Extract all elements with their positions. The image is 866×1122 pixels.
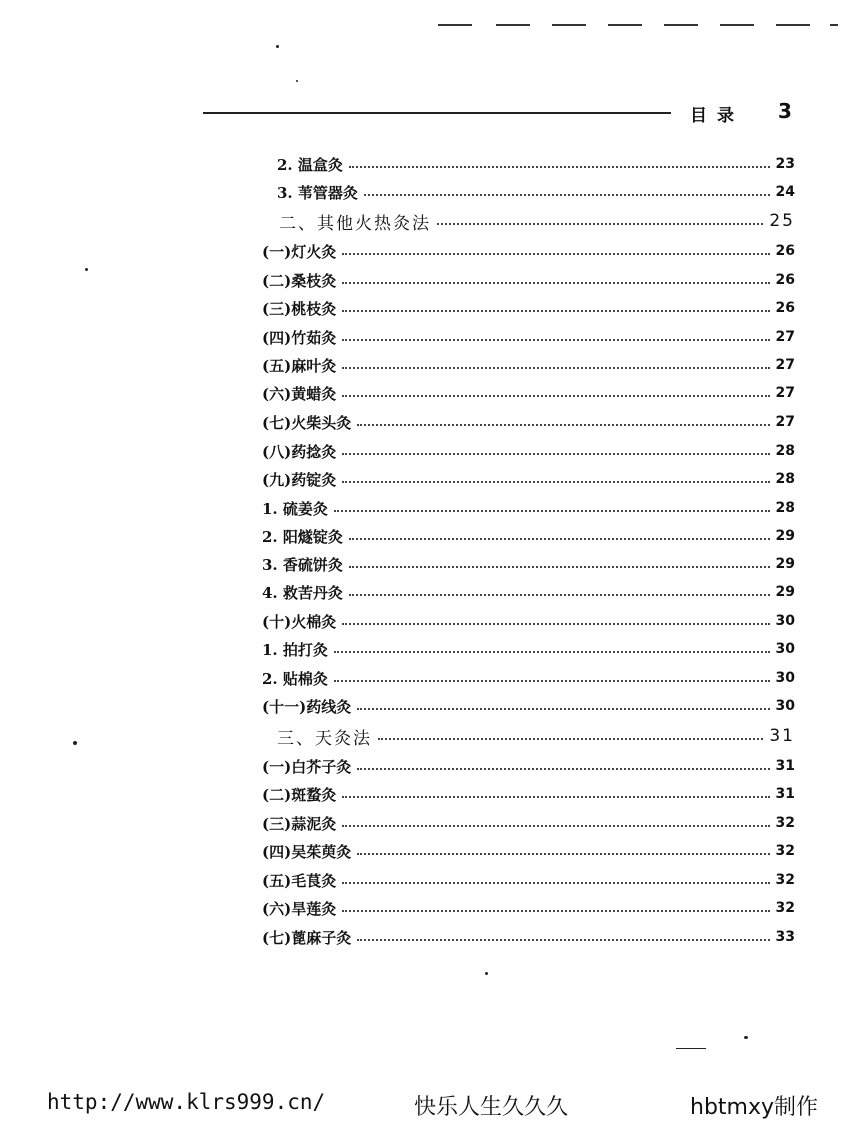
toc-entry-label: 1. 拍打灸	[262, 640, 328, 659]
leader-dots	[437, 223, 763, 225]
toc-entry-page: 33	[775, 929, 795, 945]
toc-entry-label: (五)毛茛灸	[262, 871, 337, 890]
leader-dots	[342, 481, 769, 483]
toc-entry-label: (三)桃枝灸	[262, 299, 337, 318]
scan-speck	[744, 1036, 748, 1039]
leader-dots	[357, 708, 769, 710]
leader-dots	[364, 194, 770, 196]
toc-entry[interactable]	[262, 868, 795, 892]
toc-entry-label: 2. 温盒灸	[277, 155, 343, 174]
toc-entry-label: (七)火柴头灸	[262, 413, 352, 432]
toc-entry[interactable]	[262, 268, 795, 292]
toc-entry[interactable]	[262, 381, 795, 405]
scan-speck	[676, 1048, 706, 1049]
toc-entry[interactable]	[262, 325, 795, 349]
toc-entry[interactable]	[262, 811, 795, 835]
toc-entry-page: 32	[775, 843, 795, 859]
toc-section-page: 25	[769, 211, 795, 231]
toc-entry-label: 2. 阳燧锭灸	[262, 527, 343, 546]
scan-speck	[296, 80, 298, 82]
toc-entry[interactable]	[262, 694, 795, 718]
toc-entry[interactable]	[277, 180, 795, 204]
toc-entry-page: 29	[775, 556, 795, 572]
toc-entry-label: (四)竹茹灸	[262, 328, 337, 347]
leader-dots	[342, 253, 769, 255]
toc-entry[interactable]	[262, 496, 795, 520]
toc-entry[interactable]	[262, 439, 795, 463]
toc-entry-page: 29	[775, 528, 795, 544]
page-number: 3	[778, 99, 792, 123]
toc-entry[interactable]	[262, 580, 795, 604]
page-title: 目录	[690, 106, 744, 126]
toc-entry-page: 28	[775, 500, 795, 516]
toc-entry[interactable]	[262, 782, 795, 806]
toc-entry-label: (五)麻叶灸	[262, 356, 337, 375]
toc-entry-page: 27	[775, 414, 795, 430]
toc-entry-page: 28	[775, 443, 795, 459]
toc-entry[interactable]	[262, 754, 795, 778]
scan-speck	[73, 741, 77, 745]
toc-entry-page: 31	[775, 786, 795, 802]
leader-dots	[342, 395, 769, 397]
toc-entry-label: (六)旱莲灸	[262, 899, 337, 918]
leader-dots	[349, 166, 770, 168]
toc-entry-label: 1. 硫姜灸	[262, 499, 328, 518]
leader-dots	[334, 680, 770, 682]
leader-dots	[342, 453, 769, 455]
toc-entry[interactable]	[262, 353, 795, 377]
toc-entry-page: 23	[775, 156, 795, 172]
toc-entry-page: 27	[775, 329, 795, 345]
leader-dots	[334, 651, 770, 653]
toc-entry-label: (十)火棉灸	[262, 612, 337, 631]
toc-entry-page: 27	[775, 357, 795, 373]
toc-entry-page: 26	[775, 272, 795, 288]
toc-entry-page: 28	[775, 471, 795, 487]
toc-entry-label: (九)药锭灸	[262, 470, 337, 489]
toc-entry-label: (七)蓖麻子灸	[262, 928, 352, 947]
toc-entry-label: (八)药捻灸	[262, 442, 337, 461]
top-dash-rule	[430, 14, 866, 34]
footer-slogan: 快乐人生久久久	[414, 1095, 569, 1120]
toc-entry-label: (十一)药线灸	[262, 697, 352, 716]
header-rule	[203, 112, 671, 114]
leader-dots	[349, 566, 770, 568]
leader-dots	[342, 367, 769, 369]
toc-entry-label: 3. 香硫饼灸	[262, 555, 343, 574]
toc-entry-label: (一)灯火灸	[262, 242, 337, 261]
toc-entry-label: (三)蒜泥灸	[262, 814, 337, 833]
leader-dots	[378, 738, 763, 740]
leader-dots	[342, 310, 769, 312]
leader-dots	[342, 282, 769, 284]
leader-dots	[342, 339, 769, 341]
leader-dots	[342, 882, 769, 884]
toc-section[interactable]	[277, 724, 795, 748]
scan-speck	[276, 45, 279, 48]
toc-entry[interactable]	[262, 839, 795, 863]
toc-entry-page: 30	[775, 670, 795, 686]
leader-dots	[357, 939, 769, 941]
toc-entry-page: 30	[775, 698, 795, 714]
leader-dots	[342, 825, 769, 827]
toc-entry[interactable]	[262, 296, 795, 320]
toc-entry-label: (四)吴茱萸灸	[262, 842, 352, 861]
leader-dots	[349, 538, 770, 540]
toc-entry-label: (一)白芥子灸	[262, 757, 352, 776]
toc-entry[interactable]	[262, 609, 795, 633]
toc-entry[interactable]	[262, 666, 795, 690]
scan-speck	[485, 972, 488, 975]
toc-entry-page: 29	[775, 584, 795, 600]
scan-speck	[85, 268, 88, 271]
toc-entry-label: 4. 救苦丹灸	[262, 583, 343, 602]
toc-entry[interactable]	[277, 152, 795, 176]
toc-entry[interactable]	[262, 552, 795, 576]
toc-entry-label: 3. 苇管器灸	[277, 183, 358, 202]
toc-entry-label: (二)桑枝灸	[262, 271, 337, 290]
footer-url[interactable]: http://www.klrs999.cn/	[47, 1090, 326, 1114]
toc-entry-page: 27	[775, 385, 795, 401]
toc-entry-page: 24	[775, 184, 795, 200]
toc-entry[interactable]	[262, 925, 795, 949]
toc-entry[interactable]	[262, 410, 795, 434]
toc-entry-page: 32	[775, 815, 795, 831]
toc-section-page: 31	[769, 726, 795, 746]
leader-dots	[334, 510, 770, 512]
toc-section-label: 二、其他火热灸法	[279, 213, 431, 234]
toc-entry[interactable]	[262, 896, 795, 920]
footer-credit: hbtmxy制作	[690, 1095, 819, 1120]
toc-section[interactable]	[279, 209, 795, 233]
toc-entry-page: 26	[775, 300, 795, 316]
toc-entry[interactable]	[262, 239, 795, 263]
toc-entry-page: 31	[775, 758, 795, 774]
leader-dots	[357, 768, 769, 770]
toc-entry-page: 30	[775, 613, 795, 629]
toc-entry-page: 32	[775, 900, 795, 916]
toc-entry-label: 2. 贴棉灸	[262, 669, 328, 688]
toc-entry[interactable]	[262, 524, 795, 548]
leader-dots	[342, 796, 769, 798]
toc-entry[interactable]	[262, 467, 795, 491]
toc-section-label: 三、天灸法	[277, 728, 372, 749]
leader-dots	[357, 424, 769, 426]
toc-entry-page: 32	[775, 872, 795, 888]
leader-dots	[342, 623, 769, 625]
toc-entry-page: 26	[775, 243, 795, 259]
toc-entry-label: (二)斑蝥灸	[262, 785, 337, 804]
leader-dots	[342, 910, 769, 912]
leader-dots	[357, 853, 769, 855]
toc-entry[interactable]	[262, 637, 795, 661]
toc-entry-page: 30	[775, 641, 795, 657]
toc-entry-label: (六)黄蜡灸	[262, 384, 337, 403]
leader-dots	[349, 594, 770, 596]
